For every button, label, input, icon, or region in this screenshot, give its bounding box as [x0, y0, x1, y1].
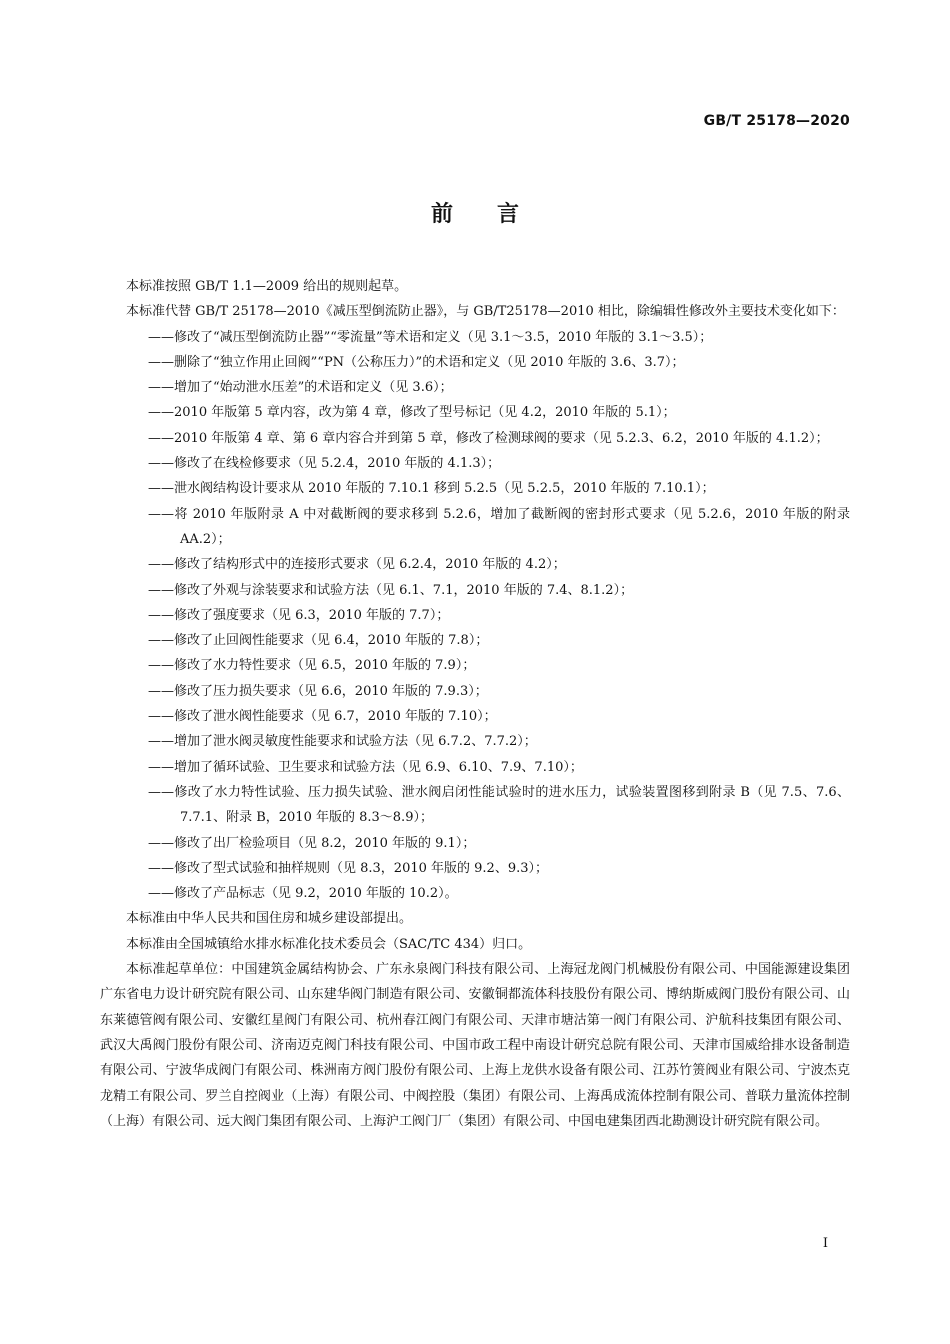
list-item: ——删除了“独立作用止回阀”“PN（公称压力）”的术语和定义（见 2010 年版的 3.6、3.7）； — [148, 354, 685, 370]
page-title: 前言 — [430, 202, 563, 227]
changes-list — [100, 325, 850, 907]
list-item: ——修改了“减压型倒流防止器”“零流量”等术语和定义（见 3.1～3.5，2010 年版的 3.1～3.5）； — [148, 329, 713, 345]
list-item: ——修改了水力特性试验、压力损失试验、泄水阀启闭性能试验时的进水压力，试验装置图移到附录 B（见 7.5、7.6、7.7.1、附录 B，2010 年版的 8.3～8.9）； — [148, 784, 850, 826]
intro-paragraph: 本标准代替 GB/T 25178—2010《减压型倒流防止器》，与 GB/T25178—2010 相比，除编辑性修改外主要技术变化如下： — [126, 304, 845, 320]
committee-paragraph: 本标准由全国城镇给水排水标准化技术委员会（SAC/TC 434）归口。 — [126, 936, 532, 952]
list-item: ——增加了循环试验、卫生要求和试验方法（见 6.9、6.10、7.9、7.10）； — [148, 759, 583, 775]
list-item: ——泄水阀结构设计要求从 2010 年版的 7.10.1 移到 5.2.5（见 5.2.5，2010 年版的 7.10.1）； — [148, 481, 715, 497]
list-item: ——修改了型式试验和抽样规则（见 8.3，2010 年版的 9.2、9.3）； — [148, 860, 549, 876]
drafting-units-paragraph: 本标准起草单位：中国建筑金属结构协会、广东永泉阀门科技有限公司、上海冠龙阀门机械股份有限公司、中国能源建设集团广东省电力设计研究院有限公司、山东建华阀门制造有限公司、安徽铜都流体科技股份有限公司、博纳斯威阀门股份有限公司、山东莱德管阀有限公司、安徽红星阀门有限公司、杭州春江阀门有限公司、天津市塘沽第一阀门有限公司、沪航科技集团有限公司、武汉大禹阀门股份有限公司、济南迈克阀门科技有限公司、中国市政工程中南设计研究总院有限公司、天津市国威给排水设备制造有限公司、宁波华成阀门有限公司、株洲南方阀门股份有限公司、上海上龙供水设备有限公司、江苏竹箦阀业有限公司、宁波杰克龙精工有限公司、罗兰自控阀业（上海）有限公司、中阀控股（集团）有限公司、上海禹成流体控制有限公司、普联力量流体控制（上海）有限公司、远大阀门集团有限公司、上海沪工阀门厂（集团）有限公司、中国电建集团西北勘测设计研究院有限公司。 — [100, 962, 850, 1129]
list-item: ——2010 年版第 4 章、第 6 章内容合并到第 5 章，修改了检测球阀的要求（见 5.2.3、6.2，2010 年版的 4.1.2）； — [148, 430, 829, 446]
list-item: ——修改了强度要求（见 6.3，2010 年版的 7.7）； — [148, 607, 450, 623]
list-item: ——2010 年版第 5 章内容，改为第 4 章，修改了型号标记（见 4.2，2010 年版的 5.1）； — [148, 405, 676, 421]
list-item: ——修改了止回阀性能要求（见 6.4，2010 年版的 7.8）； — [148, 633, 489, 649]
list-item: ——修改了水力特性要求（见 6.5，2010 年版的 7.9）； — [148, 658, 476, 674]
list-item: ——将 2010 年版附录 A 中对截断阀的要求移到 5.2.6，增加了截断阀的密封形式要求（见 5.2.6，2010 年版的附录 AA.2）； — [148, 506, 850, 547]
list-item: ——修改了出厂检验项目（见 8.2，2010 年版的 9.1）； — [148, 835, 476, 851]
standard-code: GB/T 25178—2020 — [703, 113, 850, 129]
list-item: ——增加了“始动泄水压差”的术语和定义（见 3.6）； — [148, 380, 453, 396]
list-item: ——修改了产品标志（见 9.2，2010 年版的 10.2）。 — [148, 886, 458, 902]
proposer-paragraph: 本标准由中华人民共和国住房和城乡建设部提出。 — [126, 911, 413, 927]
list-item: ——增加了泄水阀灵敏度性能要求和试验方法（见 6.7.2、7.7.2）； — [148, 734, 537, 750]
list-item: ——修改了泄水阀性能要求（见 6.7，2010 年版的 7.10）； — [148, 709, 497, 725]
document-body — [100, 274, 850, 1134]
list-item: ——修改了压力损失要求（见 6.6，2010 年版的 7.9.3）； — [148, 683, 488, 699]
intro-paragraph: 本标准按照 GB/T 1.1—2009 给出的规则起草。 — [126, 279, 408, 294]
list-item: ——修改了在线检修要求（见 5.2.4，2010 年版的 4.1.3）； — [148, 456, 501, 472]
list-item: ——修改了结构形式中的连接形式要求（见 6.2.4，2010 年版的 4.2）； — [148, 557, 566, 573]
list-item: ——修改了外观与涂装要求和试验方法（见 6.1、7.1，2010 年版的 7.4、8.1.2）； — [148, 582, 634, 598]
page-number: I — [822, 1236, 828, 1251]
